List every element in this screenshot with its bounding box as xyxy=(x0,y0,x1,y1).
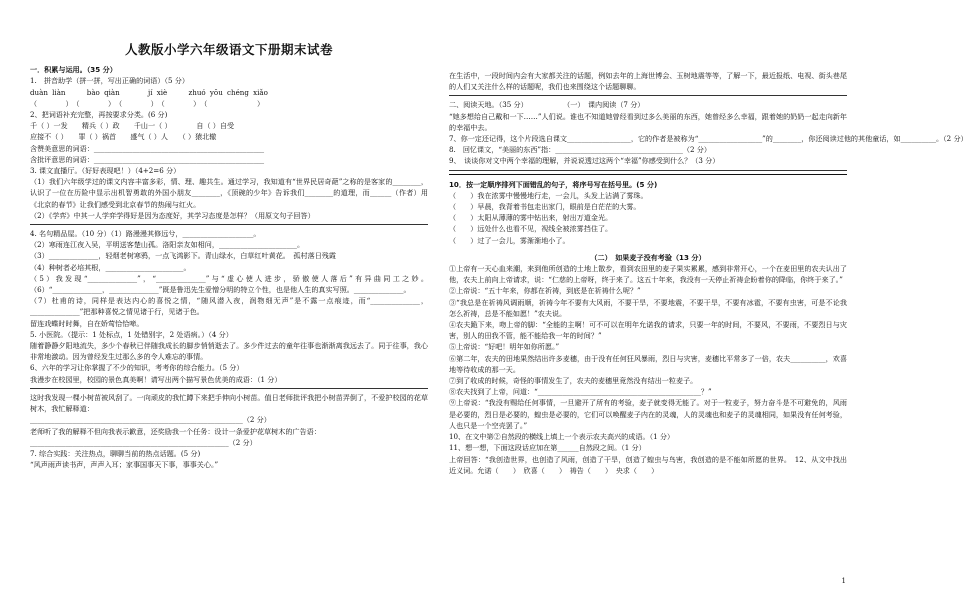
text-line: ④农夫跪下来，吻上帝的脚：“全能的主啊！可不可以在明年允诺我的请求，只要一年的时间，不要风，不要雨，不要烈日与灾害，别人的田我不管，能不能给我一年的时间？” xyxy=(449,320,847,341)
text-line: 我漫步在校园里，校园的景色真美啊！请写出两个描写景色优美的成语：（1 分） xyxy=(30,374,282,384)
text-line: 1. 拼音助学（拼一拼，写出正确的词语）（5 分） xyxy=(30,76,189,86)
text-line: （ ）过了一会儿，雾渐渐地小了。 xyxy=(449,235,570,245)
text-line: （5）我发现“______________”，“______________”与“虚心使人进步，骄傲使人落后”有异曲同工之妙。（6）“______________，______________”既是鲁迅先生爱憎分明的特立个性，也是他人生的真实写照。______________。 xyxy=(30,273,428,295)
text-line: 含赞美意思的词语：________________________________________________ xyxy=(30,143,265,153)
answer-rule xyxy=(449,174,847,175)
text-line: duàn liàn bào qiàn jí xiè zhuó yōu chéng xiǎo xyxy=(30,87,268,97)
text-line: 2、把词语补充完整，再按要求分类。(6 分) xyxy=(30,110,168,120)
text-line: 4. 名句精品屋。（10 分）（1）路漫漫其修远兮，____________________。 xyxy=(30,229,261,239)
answer-rule xyxy=(449,95,847,96)
text-line: 留连戏蝶时时舞，自在娇莺恰恰啼。 xyxy=(30,318,144,328)
text-line: 7. 综合实践：关注热点，聊聊当前的热点话题。(5 分) xyxy=(30,448,201,458)
left-column xyxy=(30,0,428,470)
section-heading: 一．积累与运用。（35 分） xyxy=(30,65,117,75)
page-number: 1 xyxy=(841,577,846,585)
text-line: （3）______________，轻烟老树寒鸦，一点飞鸿影下。青山绿水，白草红叶黄花。 孤村落日残霞 xyxy=(30,251,336,261)
text-line: 10、在文中第②自然段的横线上填上一个表示农夫高兴的成语。（1 分） xyxy=(449,432,675,442)
text-line: （2）《学弈》中其一人学弈学得好是因为态度好，其学习态度是怎样？（用原文句子回答） xyxy=(30,210,315,220)
text-line: （ ）太阳从薄薄的雾中钻出来，射出万道金光。 xyxy=(449,213,613,223)
text-line: 8. 回忆课文，“美丽的东西”指：____________________________________（2 分） xyxy=(449,145,711,155)
answer-rule xyxy=(30,224,428,225)
text-line: ①上帝有一天心血来潮，来到他所创造的土地上散步，看到农田里的麦子果实累累，感到非常开心，一个在麦田里的农夫认出了他，农夫上前向上帝请求，说：“仁慈的上帝呀，终于来了。这五十年来，我没有一天停止祈祷企盼着你的降临，你终于来了。” xyxy=(449,264,847,285)
text-line: ③“我总是在祈祷风调雨顺，祈祷今年不要有大风雨，不要干旱，不要地震，不要干旱，不要有冰雹，不要有虫害，可是不论我怎么祈祷，总是不能如愿！”农夫说。 xyxy=(449,297,847,318)
left-content xyxy=(30,64,428,470)
text-line: 5. 小医院。（提示：1 处标点，1 处错别字，2 处语病。）（4 分） xyxy=(30,329,233,339)
text-line: “风声雨声读书声，声声入耳；家事国事天下事，事事关心。” xyxy=(30,460,219,470)
text-line: 9、 谈谈你对文中两个幸福的理解，并说说透过这两个“幸福”你感受到什么？（3 分） xyxy=(449,156,720,166)
page-title: 人教版小学六年级语文下册期末试卷 xyxy=(124,42,333,57)
text-line: 7、你一定还记得，这个片段选自课文__________________，它的作者是被称为“__________________”的________，你还阅读过他的其他童话，如__________。（2 分） xyxy=(449,134,968,144)
text-line: ____________________________________________________________（2 分） xyxy=(30,415,271,425)
text-line: （ ） （ ） （ ） （ ） （ ） xyxy=(30,98,265,108)
text-line: ⑤上帝说：“好吧！明年如你所愿。” xyxy=(449,342,560,352)
text-line: 含批评意思的词语：________________________________________________ xyxy=(30,154,265,164)
right-column xyxy=(449,0,968,476)
text-line: ________________________________________________________（2 分） xyxy=(30,437,257,447)
text-line: （ ）早晨，我背着书包走出家门，眼前是白茫茫的大雾。 xyxy=(449,202,641,212)
text-line: ⑥第二年，农夫的田地果然结出许多麦穗，由于没有任何狂风暴雨，烈日与灾害，麦穗比平常多了一倍，农夫__________，欢喜地等待收成的那一天。 xyxy=(449,353,847,374)
section-heading: 10．按一定顺序排列下面错乱的句子，将序号写在括号里。(5 分) xyxy=(449,179,658,189)
text-line: 这时我发现一棵小树苗被风刮了。一向顽皮的我忙蹲下来把手伸向小树苗。值日老师批评我把小树苗弄倒了，不爱护校园的花草树木，我忙解释道： xyxy=(30,392,428,414)
text-line: （ ）远处什么也看不见，视线全被浓雾挡住了。 xyxy=(449,224,613,234)
text-line: （7）杜甫的诗，同样是表达内心的喜悦之情，“随风潜入夜，润物细无声”是不露一点痕迹，而“______________，______________”把那种喜悦之情见诸于行，见诸于色。 xyxy=(30,296,428,317)
text-line: “她多想给自己戴和一下……”人们说。谁也不知道她曾经看到过多么美丽的东西，她曾经多么幸福，跟着她的奶奶一起走向新年的幸福中去。 xyxy=(449,111,847,132)
text-line: 在生活中，一段时间内会有大家都关注的话题，例如去年的上海世博会、玉树地震等等，了解一下，最近报纸、电视、街头巷尾的人们又关注什么样的话题呢，我们也来围绕这个话题聊聊。 xyxy=(449,71,847,92)
text-line: 3. 课文直播厅。（好好表现吧！）（4+2=6 分） xyxy=(30,166,181,176)
text-line: 11、想一想，下面这段话应加在第______自然段之间。（1 分） xyxy=(449,443,646,453)
text-line: 随着静静夕阳地流失，多少个春秋已伴随我成长的脚步悄悄逝去了。多少件过去的童年往事也渐渐离我远去了。同于往事，我心非常地激动。因为曾经发生过那么多的令人难忘的事情。 xyxy=(30,341,428,362)
text-line: 二、阅读天地。（35 分） （一） 课内阅读（7 分） xyxy=(449,100,645,110)
text-line: 上帝回答：“我创造世界，也创造了风雨，创造了干旱，创造了蝗虫与鸟害，我创造的是不能如所愿的世界。 12、从文中找出近义词。允诺（ ） 欣喜（ ） 祷告（ ） 央求（ ） xyxy=(449,454,847,475)
answer-rule xyxy=(30,388,428,389)
text-line: ⑨上帝说：“我没有赐给任何事情，一旦避开了所有的考验，麦子就变得无能了。对于一粒麦子，努力奋斗是不可避免的，风雨是必要的，烈日是必要的，蝗虫是必要的，它们可以唤醒麦子内在的灵魂，人的灵魂也和麦子的灵魂相同，如果没有任何考验，人也只是一个空壳罢了。” xyxy=(449,398,847,430)
text-line: 应接不（ ） 罪（ ）祸首 盛气（ ）人 （ ）猿北辙 xyxy=(30,132,217,142)
text-line: 老师听了我的解释不但向我表示歉意，还奖励我一个任务：设计一条爱护花草树木的广告语： xyxy=(30,426,321,436)
text-line: （2）寒雨连江夜入吴，平明送客楚山孤。洛阳亲友如相问，______________________。 xyxy=(30,240,305,250)
text-line: 6、六年的学习让你掌握了不少的知识，考考你的综合能力。（5 分） xyxy=(30,363,244,373)
answer-rule xyxy=(449,170,847,171)
right-top-spacer xyxy=(449,0,847,70)
text-line: ⑧农夫找到了上帝，问道：“______________________________________________？” xyxy=(449,387,712,397)
section-heading: （二） 如果麦子没有考验（13 分） xyxy=(590,252,706,262)
text-line: ⑦到了收成的时候，奇怪的事情发生了，农夫的麦穗里竟然没有结出一粒麦子。 xyxy=(449,376,698,386)
text-line: 千（ ）一发 精兵（ ）政 千山一（ ） 自（ ）自受 xyxy=(30,121,235,131)
text-line: （ ）我在浓雾中慢慢地行走，一会儿，头发上沾满了雾珠。 xyxy=(449,190,648,200)
right-content xyxy=(449,70,968,476)
text-line: （1）我们六年级学过的课文内容丰富多彩，情、理、趣共生。通过学习，我知道有“世界民居奇葩”之称的是客家的________，认识了一位在历险中显示出机智勇敢的外国小朋友________，《顶碗的少年》告诉我们________的道理，而______（作者）用《北京的春节》让我们感受到北京春节的热闹与红火。 xyxy=(30,177,428,209)
text-line: ②上帝说：“五十年来，你都在祈祷，到底是在祈祷什么呢？” xyxy=(449,286,641,296)
text-line: （4）种树者必培其根，______________________。 xyxy=(30,262,191,272)
